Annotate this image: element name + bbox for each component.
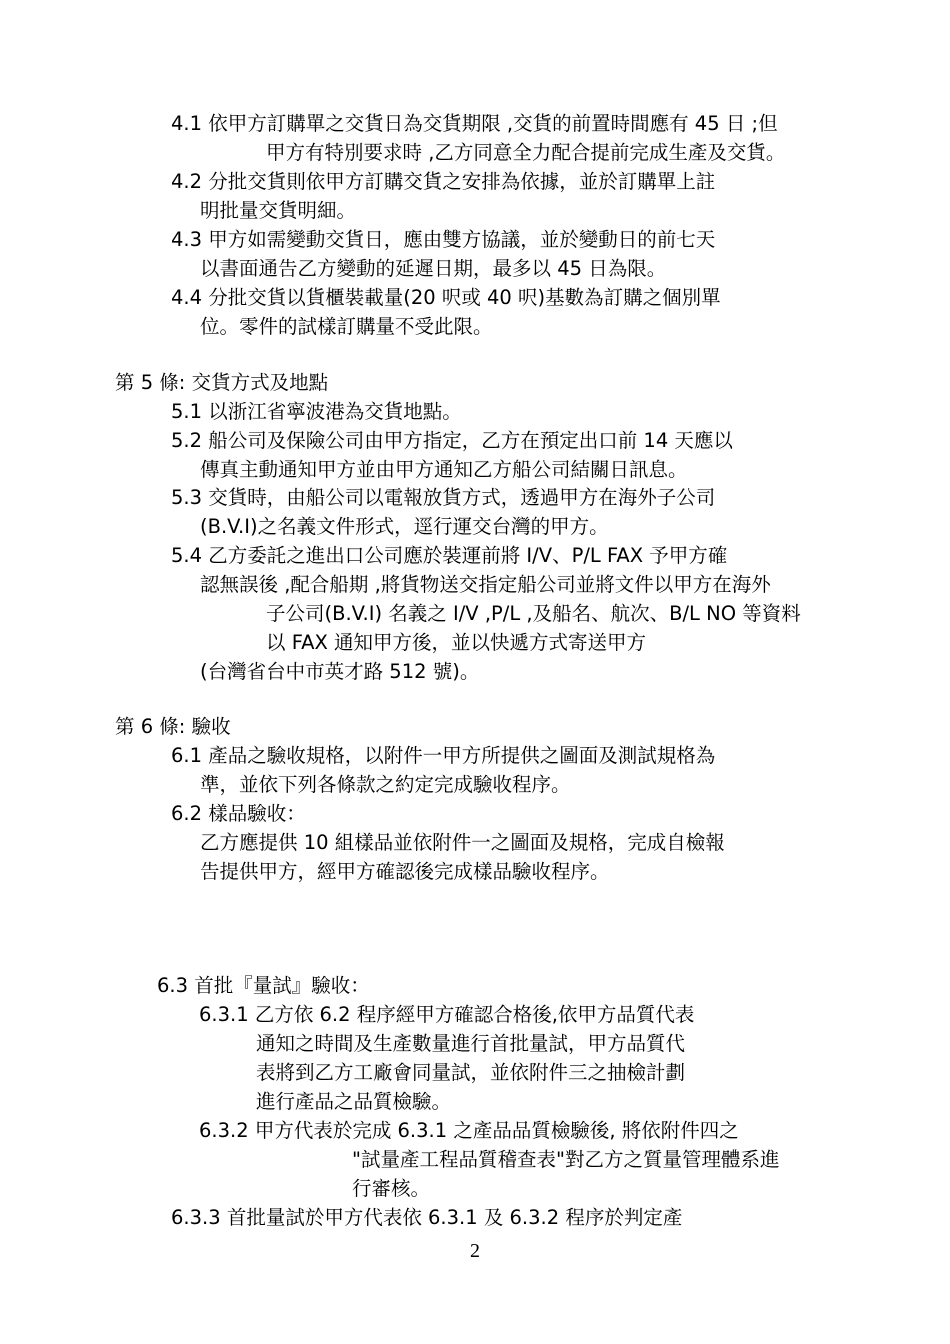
clause-5-2-line-2: 傳真主動通知甲方並由甲方通知乙方船公司結關日訊息。 [200, 458, 688, 481]
clause-5-4-line-2: 認無誤後 ,配合船期 ,將貨物送交指定船公司並將文件以甲方在海外 [200, 573, 771, 596]
clause-5-4-line-3: 子公司(B.V.I) 名義之 I/V ,P/L ,及船名、航次、B/L NO 等資料 [266, 602, 801, 625]
clause-4-2-line-2: 明批量交貨明細。 [200, 199, 357, 222]
clause-4-2-line-1: 4.2 分批交貨則依甲方訂購交貨之安排為依據，並於訂購單上註 [171, 170, 716, 193]
clause-4-1-line-2: 甲方有特別要求時 ,乙方同意全力配合提前完成生產及交貨。 [266, 141, 786, 164]
clause-5-4-line-5: (台灣省台中市英才路 512 號)。 [200, 660, 480, 683]
clause-6-3-2-line-3: 行審核。 [352, 1177, 431, 1200]
clause-6-1-line-2: 準，並依下列各條款之約定完成驗收程序。 [200, 773, 571, 796]
clause-4-4-line-1: 4.4 分批交貨以貨櫃裝載量(20 呎或 40 呎)基數為訂購之個別單 [171, 286, 721, 309]
clause-5-1-line-1: 5.1 以浙江省寧波港為交貨地點。 [171, 400, 462, 423]
clause-5-3-line-2: (B.V.I)之名義文件形式，逕行運交台灣的甲方。 [200, 515, 609, 538]
article-5-heading: 第 5 條: 交貨方式及地點 [115, 371, 329, 394]
clause-5-3-line-1: 5.3 交貨時，由船公司以電報放貨方式，透過甲方在海外子公司 [171, 486, 716, 509]
clause-6-3-2-line-1: 6.3.2 甲方代表於完成 6.3.1 之產品品質檢驗後, 將依附件四之 [199, 1119, 739, 1142]
clause-4-1-line-1: 4.1 依甲方訂購單之交貨日為交貨期限 ,交貨的前置時間應有 45 日 ;但 [171, 112, 778, 135]
clause-6-3-heading: 6.3 首批『量試』驗收： [157, 974, 370, 997]
clause-6-3-1-line-4: 進行產品之品質檢驗。 [256, 1090, 452, 1113]
clause-6-2-line-1: 乙方應提供 10 組樣品並依附件一之圖面及規格，完成自檢報 [200, 831, 725, 854]
clause-6-3-2-line-2: "試量產工程品質稽查表"對乙方之質量管理體系進 [352, 1148, 780, 1171]
clause-6-3-1-line-1: 6.3.1 乙方依 6.2 程序經甲方確認合格後,依甲方品質代表 [199, 1003, 695, 1026]
clause-4-3-line-2: 以書面通告乙方變動的延遲日期，最多以 45 日為限。 [200, 257, 667, 280]
clause-6-1-line-1: 6.1 產品之驗收規格，以附件一甲方所提供之圖面及測試規格為 [171, 744, 716, 767]
clause-6-2-line-2: 告提供甲方，經甲方確認後完成樣品驗收程序。 [200, 860, 610, 883]
clause-6-3-3-line-1: 6.3.3 首批量試於甲方代表依 6.3.1 及 6.3.2 程序於判定產 [171, 1206, 683, 1229]
clause-5-4-line-4: 以 FAX 通知甲方後，並以快遞方式寄送甲方 [266, 631, 647, 654]
clause-6-2-heading: 6.2 樣品驗收： [171, 802, 306, 825]
clause-4-4-line-2: 位。零件的試樣訂購量不受此限。 [200, 315, 493, 338]
clause-5-2-line-1: 5.2 船公司及保險公司由甲方指定，乙方在預定出口前 14 天應以 [171, 429, 733, 452]
clause-4-3-line-1: 4.3 甲方如需變動交貨日，應由雙方協議，並於變動日的前七天 [171, 228, 716, 251]
clause-5-4-line-1: 5.4 乙方委託之進出口公司應於裝運前將 I/V、P/L FAX 予甲方確 [171, 544, 728, 567]
clause-6-3-1-line-3: 表將到乙方工廠會同量試，並依附件三之抽檢計劃 [256, 1061, 686, 1084]
page-number: 2 [470, 1240, 480, 1262]
article-6-heading: 第 6 條: 驗收 [115, 715, 231, 738]
clause-6-3-1-line-2: 通知之時間及生產數量進行首批量試，甲方品質代 [256, 1032, 686, 1055]
